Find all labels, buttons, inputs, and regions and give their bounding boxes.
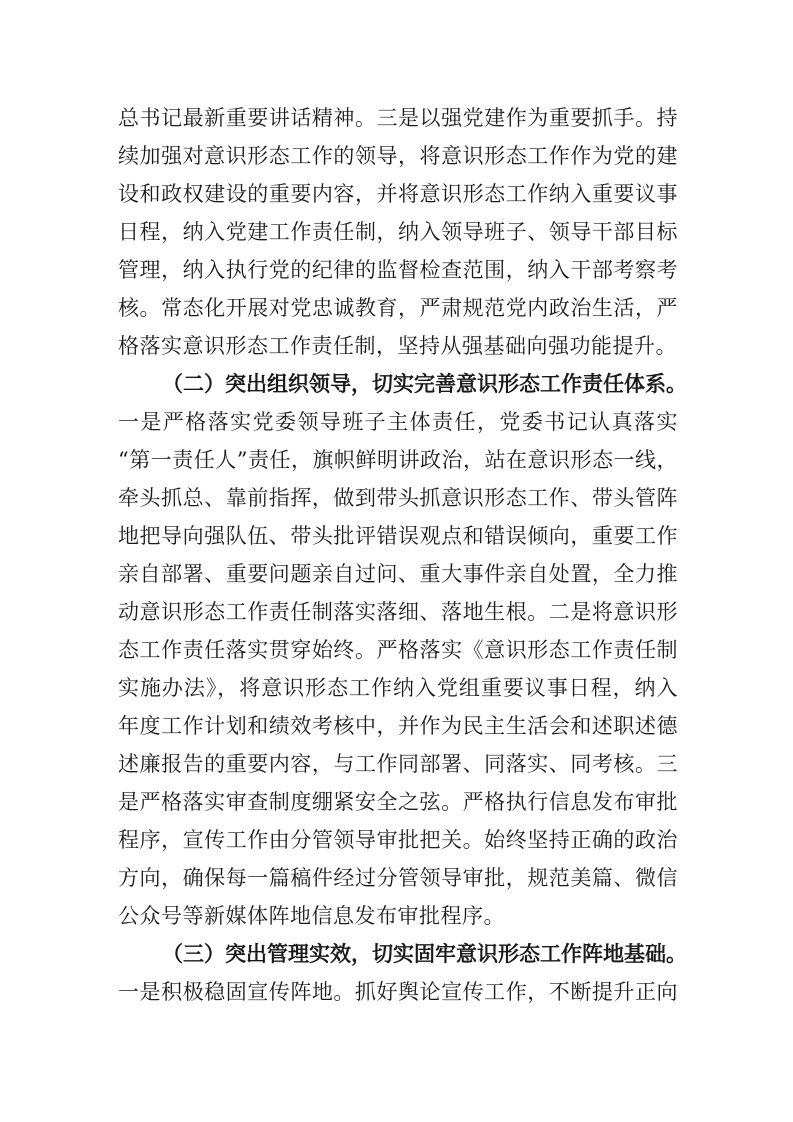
text-line: 总书记最新重要讲话精神。三是以强党建作为重要抓手。持 (118, 106, 678, 130)
text-line: 程序，宣传工作由分管领导审批把关。始终坚持正确的政治 (118, 828, 678, 852)
text-line: 年度工作计划和绩效考核中，并作为民主生活会和述职述德 (118, 714, 678, 738)
section-heading: （二）突出组织领导，切实完善意识形态工作责任体系。 (162, 372, 687, 396)
section-heading: （三）突出管理实效，切实固牢意识形态工作阵地基础。 (162, 942, 687, 966)
text-line: “第一责任人”责任，旗帜鲜明讲政治，站在意识形态一线， (118, 448, 678, 472)
text-line: 实施办法》，将意识形态工作纳入党组重要议事日程，纳入 (118, 676, 678, 700)
text-line: 一是积极稳固宣传阵地。抓好舆论宣传工作，不断提升正向 (118, 980, 678, 1004)
text-line: 一是严格落实党委领导班子主体责任，党委书记认真落实 (118, 410, 678, 434)
text-line: 动意识形态工作责任制落实落细、落地生根。二是将意识形 (118, 600, 678, 624)
text-line: 管理，纳入执行党的纪律的监督检查范围，纳入干部考察考 (118, 258, 678, 282)
text-line: 牵头抓总、靠前指挥，做到带头抓意识形态工作、带头管阵 (118, 486, 678, 510)
text-line: 格落实意识形态工作责任制，坚持从强基础向强功能提升。 (118, 334, 677, 358)
text-line: 地把导向强队伍、带头批评错误观点和错误倾向，重要工作 (118, 524, 678, 548)
text-line: 续加强对意识形态工作的领导，将意识形态工作作为党的建 (118, 144, 678, 168)
text-line: 日程，纳入党建工作责任制，纳入领导班子、领导干部目标 (118, 220, 678, 244)
text-line: 是严格落实审查制度绷紧安全之弦。严格执行信息发布审批 (118, 790, 678, 814)
text-line: 态工作责任落实贯穿始终。严格落实《意识形态工作责任制 (118, 638, 678, 662)
text-line: 亲自部署、重要问题亲自过问、重大事件亲自处置，全力推 (118, 562, 678, 586)
text-line: 述廉报告的重要内容，与工作同部署、同落实、同考核。三 (118, 752, 678, 776)
text-line: 方向，确保每一篇稿件经过分管领导审批，规范美篇、微信 (118, 866, 678, 890)
text-line: 设和政权建设的重要内容，并将意识形态工作纳入重要议事 (118, 182, 678, 206)
text-line: 公众号等新媒体阵地信息发布审批程序。 (118, 904, 505, 928)
body-text (118, 99, 687, 1011)
text-line: 核。常态化开展对党忠诚教育，严肃规范党内政治生活，严 (118, 296, 678, 320)
